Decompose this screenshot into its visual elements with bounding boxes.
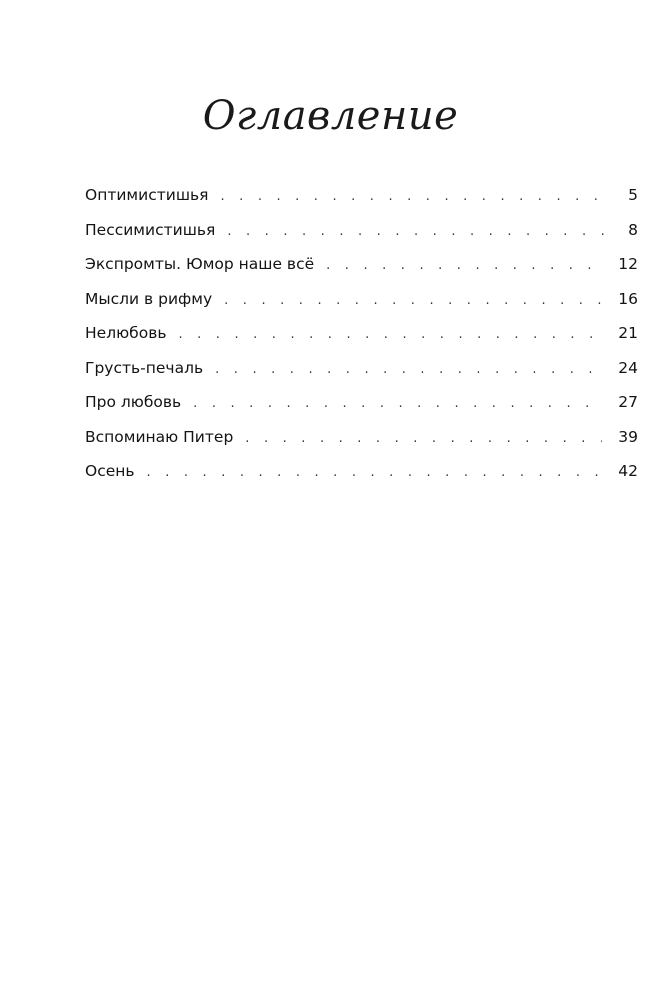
toc-entry[interactable] <box>85 247 638 282</box>
toc-entry-title: Оптимистишья <box>85 186 209 204</box>
toc-entry[interactable] <box>85 316 638 351</box>
dot-leader <box>224 284 602 319</box>
toc-entry-title: Пессимистишья <box>85 220 216 239</box>
toc-entry[interactable] <box>85 213 638 248</box>
toc-entry[interactable] <box>85 385 638 420</box>
toc-entry-title: Про любовь <box>85 393 182 411</box>
toc-entry-title: Грусть-печаль <box>85 358 204 377</box>
page-title: Оглавление <box>202 93 459 139</box>
toc-entry-page: 27 <box>618 393 638 411</box>
toc-entry[interactable] <box>85 178 638 213</box>
toc-entry-page: 21 <box>618 324 638 342</box>
dot-leader <box>147 456 603 491</box>
toc-entry-title: Вспоминаю Питер <box>85 427 234 446</box>
dot-leader <box>227 215 608 250</box>
toc-entry[interactable] <box>85 282 638 317</box>
toc-entry-title: Экспромты. Юмор наше всё <box>85 255 315 273</box>
toc-entry-page: 8 <box>628 220 638 239</box>
dot-leader <box>193 387 602 422</box>
toc-entry-title: Нелюбовь <box>85 324 167 342</box>
toc-entry-title: Мысли в рифму <box>85 289 213 308</box>
toc-entry-page: 5 <box>628 186 638 204</box>
dot-leader <box>326 249 602 284</box>
toc-entry-page: 24 <box>618 358 638 377</box>
toc-entry[interactable] <box>85 454 638 489</box>
toc-entry-page: 16 <box>618 289 638 308</box>
toc-entry-page: 12 <box>618 255 638 273</box>
toc-entry-title: Осень <box>85 462 135 480</box>
dot-leader <box>245 422 602 457</box>
toc-entry-page: 42 <box>618 462 638 480</box>
dot-leader <box>215 353 602 388</box>
table-of-contents <box>85 178 638 489</box>
dot-leader <box>220 180 608 215</box>
toc-entry-page: 39 <box>618 427 638 446</box>
dot-leader <box>178 318 602 353</box>
toc-entry[interactable] <box>85 351 638 386</box>
toc-entry[interactable] <box>85 420 638 455</box>
